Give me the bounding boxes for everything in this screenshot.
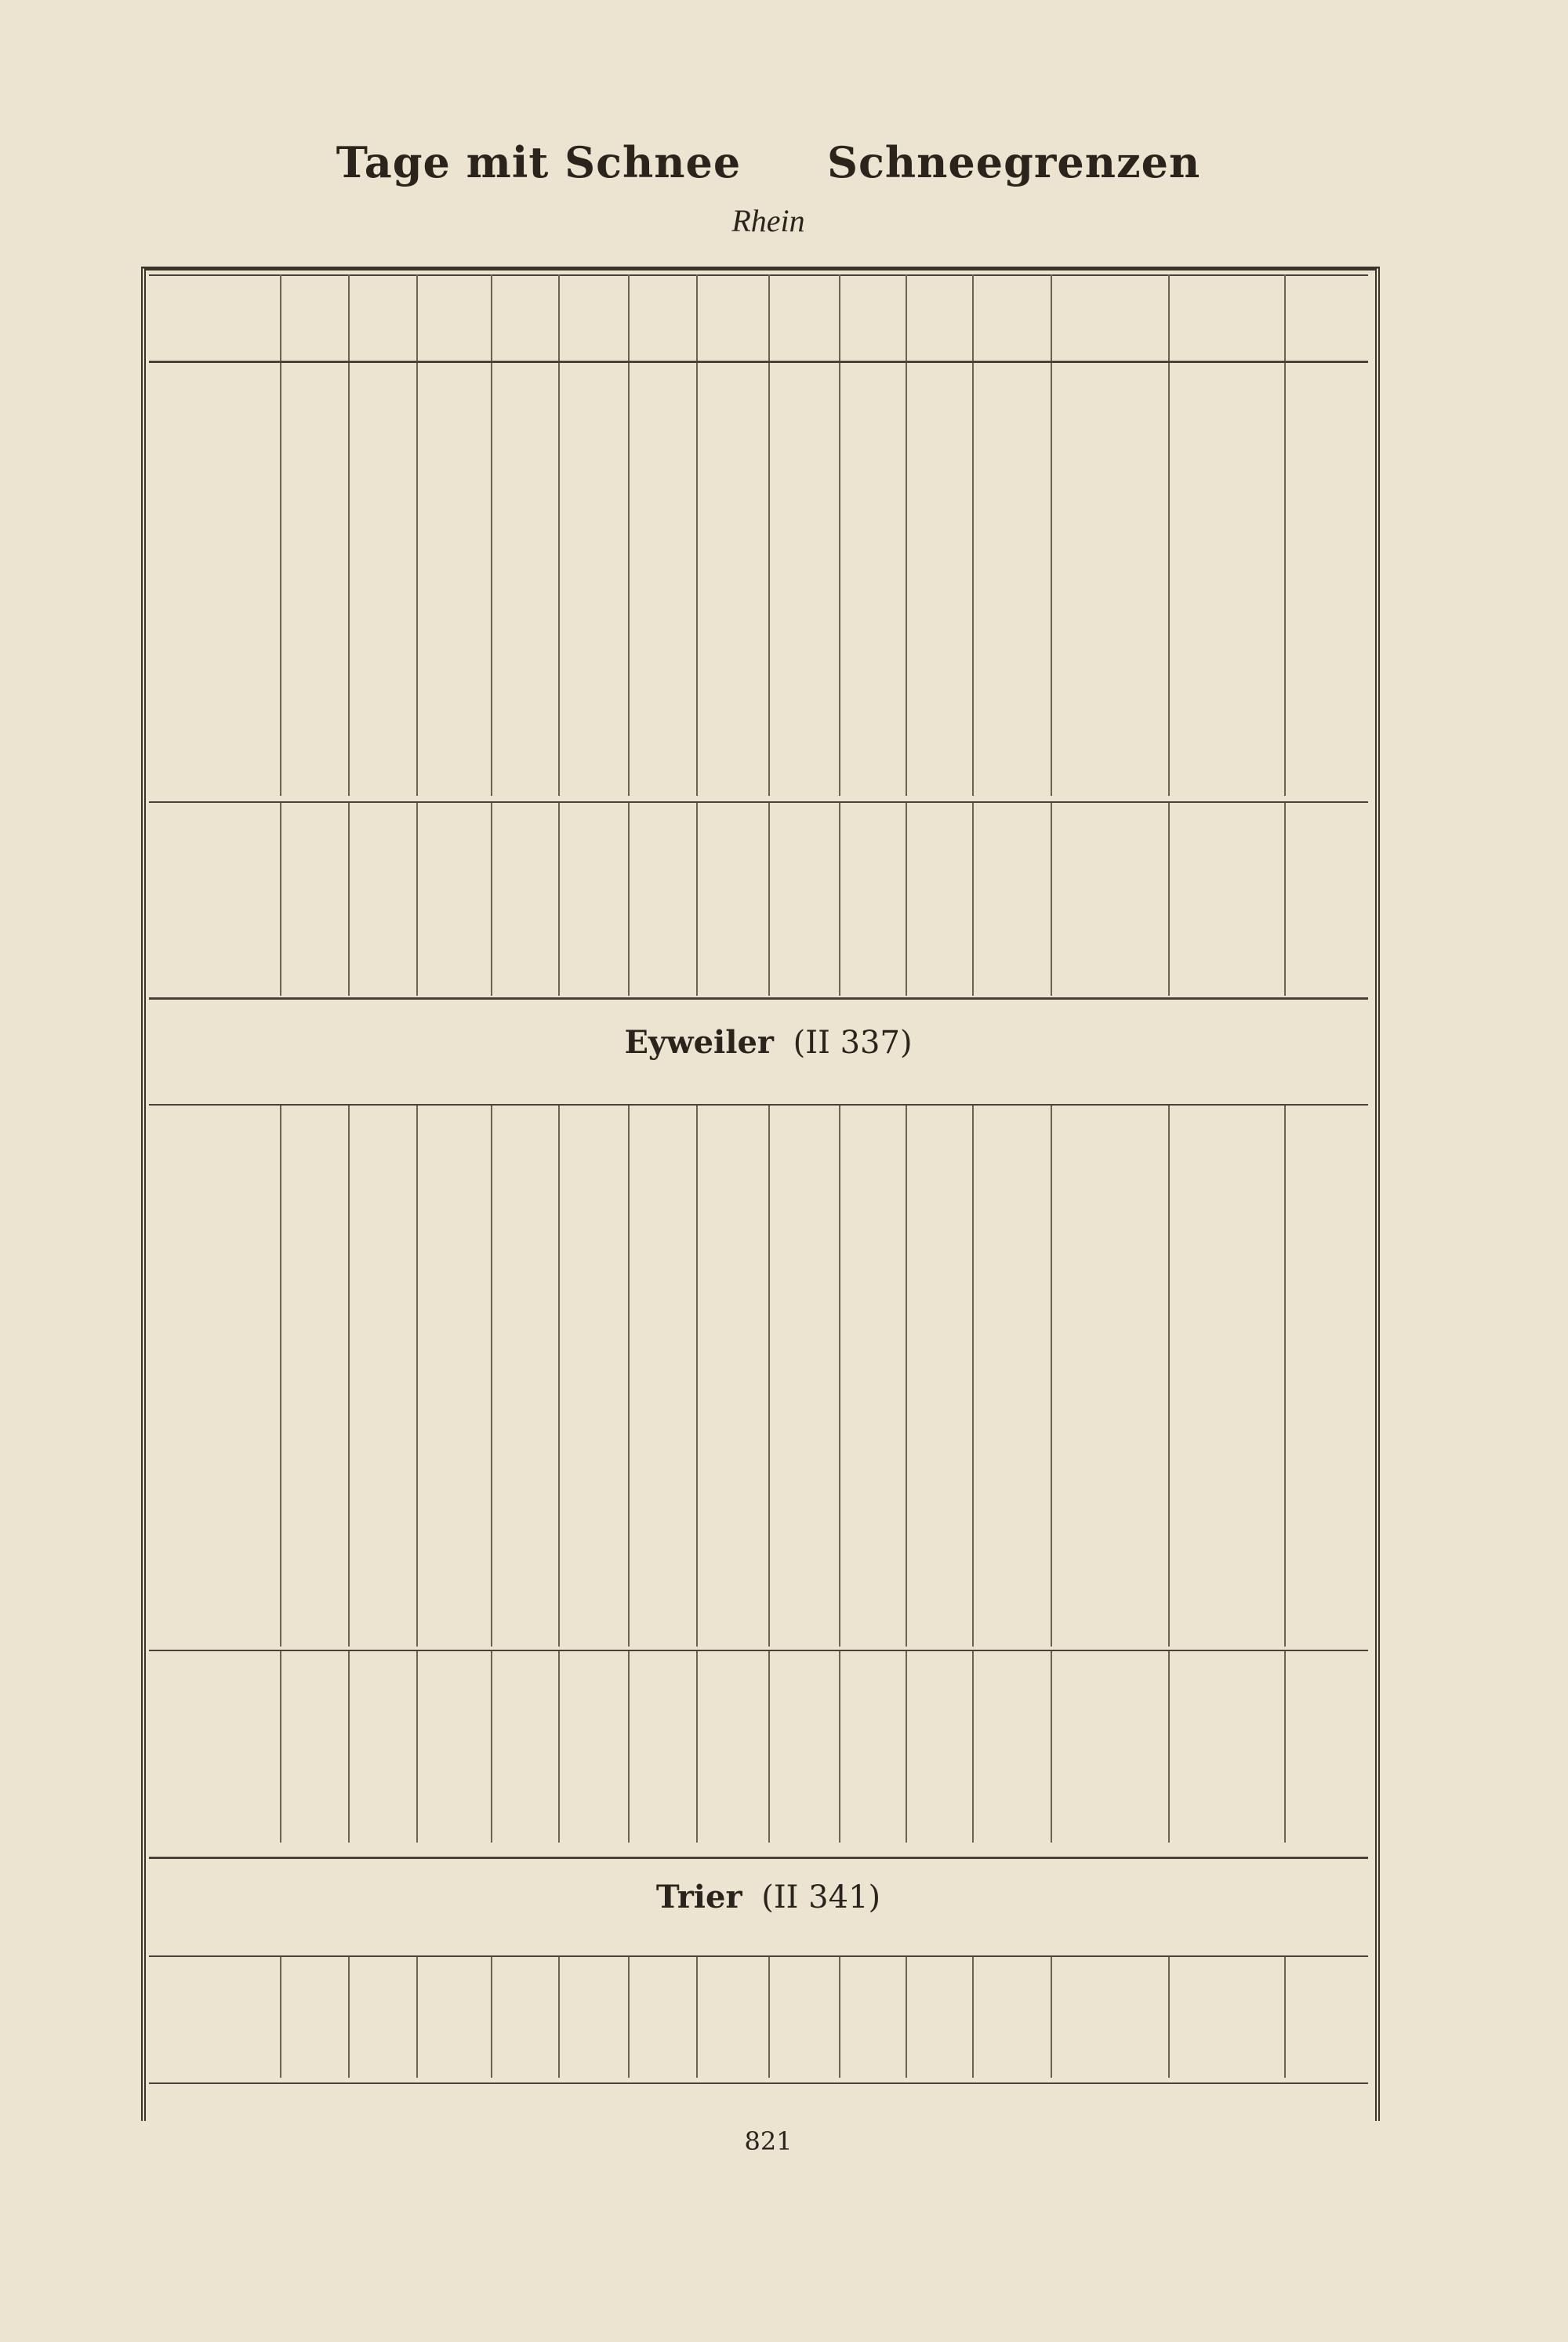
column-divider (491, 363, 492, 796)
rule-eyweiler-top (149, 1104, 1368, 1106)
table-frame (141, 267, 1380, 2121)
column-divider (1051, 363, 1052, 796)
column-divider (768, 1957, 770, 2078)
column-divider (1051, 1106, 1052, 1647)
column-divider (696, 1957, 698, 2078)
column-divider (491, 1957, 492, 2078)
column-divider (558, 803, 560, 996)
header-divider (972, 274, 974, 361)
column-divider (906, 1651, 907, 1843)
header-divider (696, 274, 698, 361)
column-divider (416, 1651, 418, 1843)
column-divider (491, 803, 492, 996)
column-divider (628, 1957, 630, 2078)
column-divider (280, 1651, 281, 1843)
column-divider (348, 363, 350, 796)
column-divider (906, 1106, 907, 1647)
rule-top (149, 274, 1368, 276)
station-title-eyweiler (0, 1024, 1537, 1061)
header-divider (416, 274, 418, 361)
header-divider (768, 274, 770, 361)
rule-trier-top (149, 1955, 1368, 1957)
column-divider (768, 1651, 770, 1843)
station-ref: (II 337) (782, 1025, 913, 1061)
column-divider (280, 363, 281, 796)
column-divider (416, 1957, 418, 2078)
header-divider (558, 274, 560, 361)
column-divider (1284, 1106, 1286, 1647)
header-divider (906, 274, 907, 361)
column-divider (1284, 363, 1286, 796)
column-divider (1051, 1957, 1052, 2078)
column-divider (1168, 1106, 1170, 1647)
rule-header-bottom (149, 361, 1368, 363)
station-name: Eyweiler (624, 1024, 774, 1061)
column-divider (628, 1651, 630, 1843)
column-divider (558, 1651, 560, 1843)
column-divider (628, 803, 630, 996)
header-divider (280, 274, 281, 361)
column-divider (628, 1106, 630, 1647)
column-divider (696, 1106, 698, 1647)
column-divider (558, 1957, 560, 2078)
station-name: Trier (655, 1879, 742, 1915)
column-divider (280, 803, 281, 996)
column-divider (696, 363, 698, 796)
header-divider (839, 274, 840, 361)
column-divider (972, 1651, 974, 1843)
column-divider (768, 803, 770, 996)
header-divider (1284, 274, 1286, 361)
column-divider (839, 803, 840, 996)
header-divider (491, 274, 492, 361)
column-divider (839, 363, 840, 796)
rule-rhein-end (149, 997, 1368, 1000)
column-divider (348, 1651, 350, 1843)
column-divider (416, 363, 418, 796)
column-divider (491, 1106, 492, 1647)
column-divider (348, 1106, 350, 1647)
column-divider (280, 1957, 281, 2078)
title-right: Schneegrenzen (827, 137, 1201, 187)
column-divider (1051, 803, 1052, 996)
column-divider (839, 1106, 840, 1647)
page-number: 821 (744, 2126, 793, 2156)
header-divider (1168, 274, 1170, 361)
column-divider (696, 803, 698, 996)
column-divider (839, 1651, 840, 1843)
column-divider (416, 1106, 418, 1647)
column-divider (348, 1957, 350, 2078)
column-divider (768, 1106, 770, 1647)
column-divider (1168, 803, 1170, 996)
column-divider (972, 803, 974, 996)
column-divider (1284, 803, 1286, 996)
rule-eyweiler-end (149, 1857, 1368, 1859)
subtitle: Rhein (731, 203, 805, 238)
rule-trier-bottom (149, 2082, 1368, 2084)
station-title-trier (0, 1879, 1537, 1915)
column-divider (491, 1651, 492, 1843)
column-divider (906, 803, 907, 996)
column-divider (839, 1957, 840, 2078)
column-divider (1284, 1651, 1286, 1843)
column-divider (1051, 1651, 1052, 1843)
rule-rhein-summary (149, 801, 1368, 803)
column-divider (1168, 1957, 1170, 2078)
column-divider (416, 803, 418, 996)
column-divider (696, 1651, 698, 1843)
column-divider (1168, 363, 1170, 796)
column-divider (558, 1106, 560, 1647)
column-divider (348, 803, 350, 996)
column-divider (558, 363, 560, 796)
rule-eyweiler-summary (149, 1650, 1368, 1651)
station-ref: (II 341) (751, 1879, 881, 1915)
column-divider (768, 363, 770, 796)
column-divider (628, 363, 630, 796)
header-divider (348, 274, 350, 361)
page-title (0, 137, 1537, 187)
column-divider (280, 1106, 281, 1647)
column-divider (972, 363, 974, 796)
column-divider (1284, 1957, 1286, 2078)
column-divider (972, 1106, 974, 1647)
header-divider (1051, 274, 1052, 361)
column-divider (906, 1957, 907, 2078)
column-divider (906, 363, 907, 796)
column-divider (972, 1957, 974, 2078)
column-divider (1168, 1651, 1170, 1843)
title-left: Tage mit Schnee (336, 137, 742, 187)
header-divider (628, 274, 630, 361)
